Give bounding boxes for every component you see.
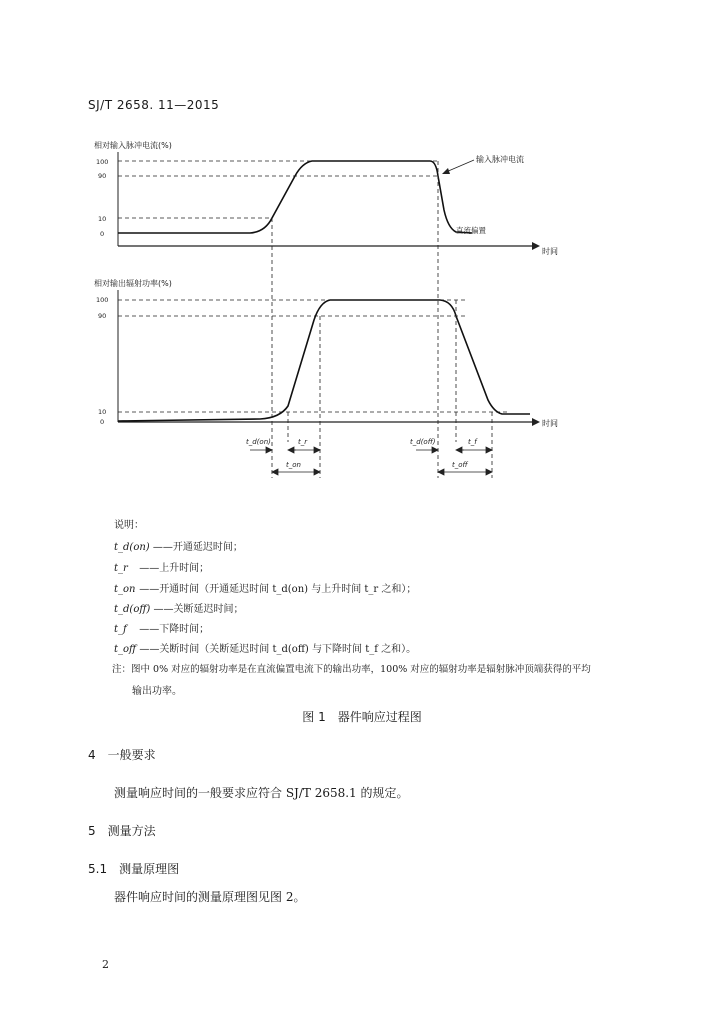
legend-item bbox=[114, 559, 209, 574]
top-tick-0: 0 bbox=[100, 230, 105, 238]
bottom-tick-100: 100 bbox=[96, 296, 109, 304]
top-chart-x-arrow bbox=[532, 242, 540, 250]
legend-text: ——下降时间； bbox=[139, 624, 210, 635]
bottom-tick-0: 0 bbox=[100, 418, 105, 426]
label-td-off: t_d(off) bbox=[410, 438, 436, 446]
figure-note: 注：图中 0% 对应的辐射功率是在直流偏置电流下的输出功率，100% 对应的辐射功率是辐射脉冲顶端获得的平均 bbox=[112, 664, 591, 675]
figure-note-continued: 输出功率。 bbox=[132, 686, 182, 697]
top-chart-ylabel: 相对输入脉冲电流(%) bbox=[94, 141, 172, 150]
bottom-tick-90: 90 bbox=[98, 312, 107, 320]
top-chart-xlabel: 时间 bbox=[542, 247, 558, 256]
legend-item bbox=[114, 580, 416, 595]
bottom-chart bbox=[94, 278, 558, 428]
legend-text: ——上升时间； bbox=[139, 563, 210, 574]
legend-symbol: t_d(on) bbox=[114, 542, 150, 553]
label-tf: t_f bbox=[468, 438, 477, 446]
legend-symbol: t_on bbox=[114, 584, 136, 595]
legend-symbol: t_off bbox=[114, 644, 137, 655]
legend-title: 说明： bbox=[114, 520, 144, 531]
top-tick-10: 10 bbox=[98, 215, 107, 223]
legend-item bbox=[114, 538, 243, 553]
label-toff: t_off bbox=[452, 461, 468, 469]
page-number: 2 bbox=[102, 958, 109, 971]
legend-symbol: t_d(off) bbox=[114, 604, 151, 615]
legend-item bbox=[114, 640, 416, 655]
legend-text: ——关断延迟时间； bbox=[153, 604, 244, 615]
label-td-on: t_d(on) bbox=[246, 438, 271, 446]
legend-symbol: t_f bbox=[114, 624, 127, 635]
legend-text: ——关断时间（关断延迟时间 t_d(off) 与下降时间 t_f 之和）。 bbox=[139, 644, 417, 655]
output-power-curve bbox=[118, 300, 530, 421]
top-tick-100: 100 bbox=[96, 158, 109, 166]
pulse-annotation-arrow bbox=[446, 160, 474, 172]
top-tick-90: 90 bbox=[98, 172, 107, 180]
annotation-input-pulse: 输入脉冲电流 bbox=[476, 155, 524, 164]
pulse-annotation-arrowhead bbox=[442, 168, 450, 174]
legend-item bbox=[114, 620, 209, 635]
legend-text: ——开通延迟时间； bbox=[152, 542, 243, 553]
bottom-chart-xlabel: 时间 bbox=[542, 419, 558, 428]
bottom-tick-10: 10 bbox=[98, 408, 107, 416]
bottom-chart-x-arrow bbox=[532, 418, 540, 426]
top-chart bbox=[94, 140, 558, 256]
section-5-1-text: 器件响应时间的测量原理图见图 2。 bbox=[114, 890, 306, 904]
bottom-chart-ylabel: 相对输出辐射功率(%) bbox=[94, 279, 172, 288]
response-process-figure bbox=[90, 130, 570, 490]
legend-item bbox=[114, 600, 244, 615]
section-4-text: 测量响应时间的一般要求应符合 SJ/T 2658.1 的规定。 bbox=[114, 786, 409, 800]
figure-caption: 图 1 器件响应过程图 bbox=[302, 710, 422, 724]
annotation-dc-bias: 直流偏置 bbox=[456, 226, 486, 235]
legend-text: ——开通时间（开通延迟时间 t_d(on) 与上升时间 t_r 之和）； bbox=[139, 584, 417, 595]
input-pulse-curve bbox=[118, 161, 472, 233]
document-standard-number: SJ/T 2658. 11—2015 bbox=[88, 98, 220, 112]
legend-symbol: t_r bbox=[114, 563, 128, 574]
section-5-1-heading: 5.1 测量原理图 bbox=[88, 862, 180, 876]
section-5-heading: 5 测量方法 bbox=[88, 824, 156, 838]
label-tr: t_r bbox=[298, 438, 308, 446]
time-guides bbox=[272, 161, 492, 478]
label-ton: t_on bbox=[286, 461, 301, 469]
section-4-heading: 4 一般要求 bbox=[88, 748, 156, 762]
